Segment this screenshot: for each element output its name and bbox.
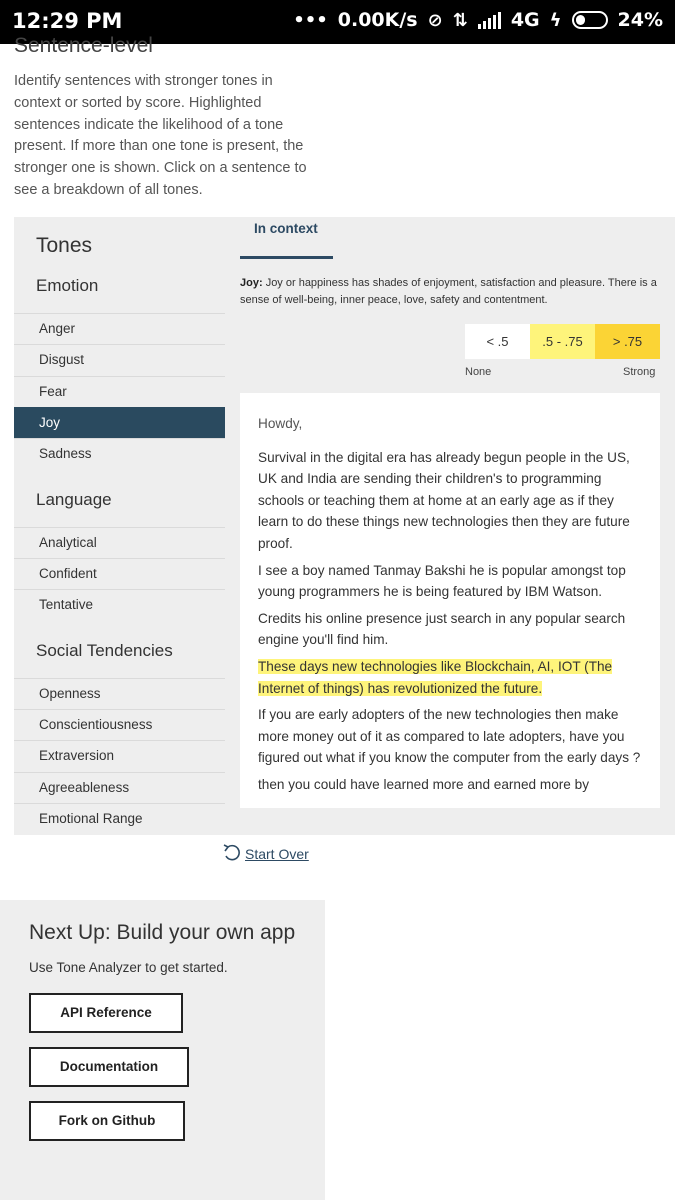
legend-none-label: None xyxy=(465,366,492,378)
doc-sentence[interactable]: I see a boy named Tanmay Bakshi he is popular amongst top young programmers he is being featured by IBM Watson. xyxy=(258,562,626,600)
documentation-button[interactable]: Documentation xyxy=(29,1047,189,1087)
data-arrows-icon: ⇅ xyxy=(452,9,468,31)
intro-text: Identify sentences with stronger tones in context or sorted by score. Highlighted sentences indicate the likelihood of a tone present. If more than one tone is present, the stronger one is shown. Click on a sentence to see a breakdown of all tones. xyxy=(14,73,307,198)
start-over-label[interactable]: Start Over xyxy=(245,845,309,862)
sidebar-item-joy[interactable]: Joy xyxy=(14,407,225,438)
sidebar-item-agreeableness[interactable]: Agreeableness xyxy=(14,772,225,803)
more-dots-icon: ••• xyxy=(293,9,328,31)
sidebar-item-disgust[interactable]: Disgust xyxy=(14,344,225,375)
doc-sentence-highlighted[interactable] xyxy=(258,656,646,699)
battery-icon xyxy=(572,11,608,29)
net-speed: 0.00K/s xyxy=(337,9,418,31)
highlight-span[interactable]: These days new technologies like Blockchain, AI, IOT (The Internet of things) has revolutionized the future. xyxy=(258,658,613,696)
next-up-title: Next Up: Build your own app xyxy=(29,921,296,944)
sidebar-item-anger[interactable]: Anger xyxy=(14,313,225,344)
start-over-link[interactable] xyxy=(222,843,309,864)
sidebar-item-confident[interactable]: Confident xyxy=(14,558,225,589)
sidebar-item-tentative[interactable]: Tentative xyxy=(14,589,225,620)
api-reference-button[interactable]: API Reference xyxy=(29,993,183,1033)
signal-icon xyxy=(478,11,501,29)
tone-name: Joy: xyxy=(240,277,263,289)
sidebar-heading: Tones xyxy=(36,234,93,257)
legend-low: < .5 xyxy=(465,324,530,359)
undo-icon xyxy=(222,843,242,864)
battery-percent: 24% xyxy=(617,9,663,31)
network-type: 4G xyxy=(510,9,540,31)
sidebar-item-emotional-range[interactable]: Emotional Range xyxy=(14,803,225,834)
sidebar-item-openness[interactable]: Openness xyxy=(14,678,225,709)
sidebar-item-extraversion[interactable]: Extraversion xyxy=(14,740,225,771)
sidebar-item-sadness[interactable]: Sadness xyxy=(14,438,225,469)
tone-description xyxy=(240,275,665,309)
doc-sentence[interactable]: Credits his online presence just search in any popular search engine you'll find him. xyxy=(258,610,626,648)
tone-description-text: Joy or happiness has shades of enjoyment, satisfaction and pleasure. There is a sense of well-being, inner peace, love, safety and contentment. xyxy=(240,277,657,306)
doc-sentence[interactable]: Survival in the digital era has already begun people in the US, UK and India are sending their children's to programming schools or teaching them at home at an early age as if they learn to do these things new technologies then they are future proof. xyxy=(258,449,630,551)
group-emotion: Emotion xyxy=(36,276,99,295)
group-language: Language xyxy=(36,490,112,509)
sidebar-item-fear[interactable]: Fear xyxy=(14,376,225,407)
doc-sentence[interactable]: then you could have learned more and earned more by xyxy=(258,776,589,792)
fork-on-github-button[interactable]: Fork on Github xyxy=(29,1101,185,1141)
document-view xyxy=(240,393,660,808)
sidebar-item-analytical[interactable]: Analytical xyxy=(14,527,225,558)
doc-greeting: Howdy, xyxy=(258,416,303,431)
score-legend xyxy=(465,324,660,359)
charging-icon: ϟ xyxy=(549,9,562,31)
group-social-tendencies: Social Tendencies xyxy=(36,641,173,660)
next-up-section xyxy=(0,900,325,1200)
tab-in-context[interactable]: In context xyxy=(240,217,333,259)
sidebar-item-conscientiousness[interactable]: Conscientiousness xyxy=(14,709,225,740)
doc-sentence[interactable]: If you are early adopters of the new technologies then make more money out of it as compared to late adopters, have you figured out what if you know the computer from the early days ? xyxy=(258,707,641,766)
section-title: Sentence-level xyxy=(14,34,153,57)
status-time: 12:29 PM xyxy=(12,9,123,33)
legend-mid: .5 - .75 xyxy=(530,324,595,359)
next-up-subtitle: Use Tone Analyzer to get started. xyxy=(29,960,228,975)
legend-high: > .75 xyxy=(595,324,660,359)
tones-panel xyxy=(14,217,675,835)
tone-content xyxy=(225,217,675,835)
vibrate-off-icon: ⊘ xyxy=(427,9,443,31)
legend-strong-label: Strong xyxy=(623,366,656,378)
tones-sidebar xyxy=(14,217,225,835)
